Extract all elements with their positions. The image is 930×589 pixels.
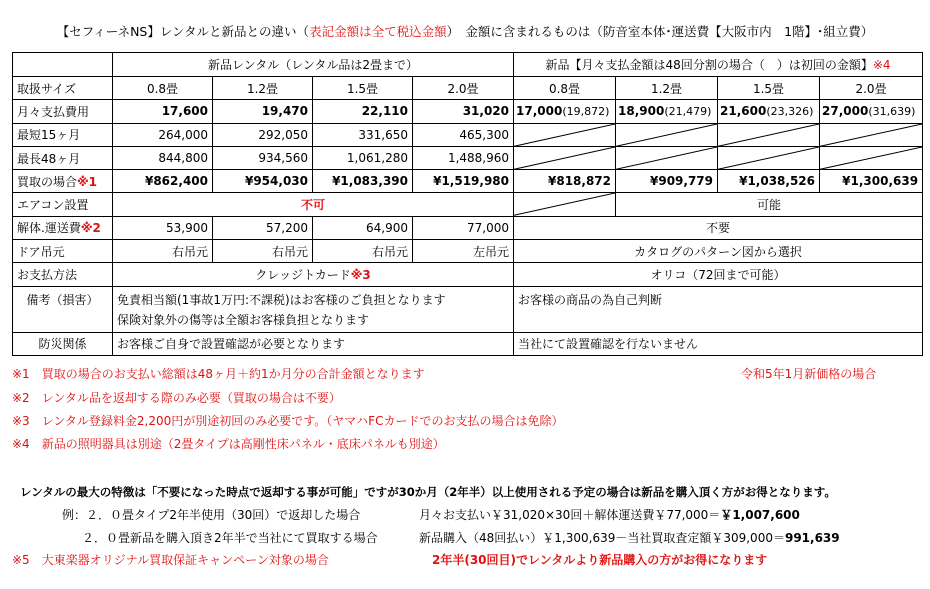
min15-cell: 331,650 (313, 123, 413, 146)
row-label: ドア吊元 (13, 240, 113, 263)
monthly-cell: 17,600 (113, 100, 213, 123)
disaster-new-cell: 当社にて設置確認を行ないません (514, 332, 923, 355)
aircon-new-cell: 可能 (616, 193, 923, 216)
na-cell (820, 123, 923, 146)
buyout-row (13, 170, 923, 193)
note-4: ※4 新品の照明器具は別途（2畳タイプは高剛性床パネル・底床パネルも別途） (12, 437, 445, 451)
disassembly-cell: 64,900 (313, 216, 413, 239)
row-label: 取扱サイズ (13, 77, 113, 100)
door-cell: 左吊元 (413, 240, 514, 263)
comparison-table (12, 52, 923, 356)
max48-cell: 844,800 (113, 146, 213, 169)
buyout-cell: ¥909,779 (616, 170, 718, 193)
disassembly-cell: 77,000 (413, 216, 514, 239)
rental-group-header: 新品レンタル（レンタル品は2畳まで） (113, 53, 514, 77)
row-label: 月々支払費用 (13, 100, 113, 123)
buyout-cell: ¥954,030 (213, 170, 313, 193)
door-cell: 右吊元 (213, 240, 313, 263)
row-label: 防災関係 (13, 332, 113, 355)
na-cell (616, 123, 718, 146)
aircon-row (13, 193, 923, 216)
na-cell (514, 146, 616, 169)
na-cell (820, 146, 923, 169)
door-cell: 右吊元 (113, 240, 213, 263)
row-label: エアコン設置 (13, 193, 113, 216)
min15-cell: 264,000 (113, 123, 213, 146)
min15-cell: 465,300 (413, 123, 514, 146)
na-cell (514, 123, 616, 146)
max48-cell: 1,488,960 (413, 146, 514, 169)
size-row (13, 77, 923, 100)
disassembly-row (13, 216, 923, 239)
min15-cell: 292,050 (213, 123, 313, 146)
summary-lead: レンタルの最大の特徴は「不要になった時点で返却する事が可能」ですが30か月（2年半）以上使用される予定の場合は新品を購入頂く方がお得となります。 (20, 485, 836, 499)
remarks-new-cell: お客様の商品の為自己判断 (514, 286, 923, 332)
example-2-calc: 新品購入（48回払い）￥1,300,639－当社買取査定額￥309,000＝991,639 (419, 531, 840, 545)
campaign-note: ※5 大東楽器オリジナル買取保証キャンペーン対象の場合 (12, 553, 329, 567)
monthly-cell: 18,900(21,479) (616, 100, 718, 123)
size-cell: 0.8畳 (514, 77, 616, 100)
disassembly-cell: 57,200 (213, 216, 313, 239)
page-title: 【セフィーネNS】レンタルと新品との違い（表記金額は全て税込金額） 金額に含まれるものは（防音室本体･運送費【大阪市内 1階】･組立費） (56, 24, 874, 39)
remarks-rental-cell: 免責相当額(1事故1万円:不課税)はお客様のご負担となります 保険対象外の傷等は全額お客様負担となります (113, 286, 514, 332)
buyout-cell: ¥862,400 (113, 170, 213, 193)
monthly-cell: 27,000(31,639) (820, 100, 923, 123)
door-cell: 右吊元 (313, 240, 413, 263)
row-label: 解体.運送費※2 (13, 216, 113, 239)
monthly-cell: 21,600(23,326) (718, 100, 820, 123)
row-label: 最短15ヶ月 (13, 123, 113, 146)
na-cell (718, 146, 820, 169)
na-cell (718, 123, 820, 146)
disaster-row (13, 332, 923, 355)
size-cell: 1.2畳 (213, 77, 313, 100)
remarks-row (13, 286, 923, 332)
example-2-label: ２．０畳新品を購入頂き2年半で当社にて買取する場合 (82, 531, 378, 545)
door-row (13, 240, 923, 263)
na-cell (514, 193, 616, 216)
buyout-cell: ¥1,519,980 (413, 170, 514, 193)
aircon-rental-cell: 不可 (113, 193, 514, 216)
size-cell: 0.8畳 (113, 77, 213, 100)
row-label: 備考（損害） (13, 286, 113, 332)
row-label: 最長48ヶ月 (13, 146, 113, 169)
buyout-cell: ¥1,300,639 (820, 170, 923, 193)
size-cell: 1.5畳 (718, 77, 820, 100)
group-header-row (13, 53, 923, 77)
corner-cell (13, 53, 113, 77)
new-group-header: 新品【月々支払金額は48回分割の場合（ ）は初回の金額】※4 (514, 53, 923, 77)
buyout-cell: ¥818,872 (514, 170, 616, 193)
payment-rental-cell: クレッジトカード※3 (113, 263, 514, 286)
monthly-cell: 22,110 (313, 100, 413, 123)
monthly-cell: 17,000(19,872) (514, 100, 616, 123)
size-cell: 2.0畳 (820, 77, 923, 100)
min15-row (13, 123, 923, 146)
door-new-cell: カタログのパターン図から選択 (514, 240, 923, 263)
example-1-label: 例：２．０畳タイプ2年半使用（30回）で返却した場合 (62, 508, 361, 522)
price-note: 令和5年1月新価格の場合 (741, 367, 877, 381)
example-1-calc: 月々お支払い￥31,020×30回＋解体運送費￥77,000＝￥1,007,600 (419, 508, 800, 522)
row-label: 買取の場合※1 (13, 170, 113, 193)
monthly-row (13, 100, 923, 123)
size-cell: 1.2畳 (616, 77, 718, 100)
disaster-rental-cell: お客様ご自身で設置確認が必要となります (113, 332, 514, 355)
monthly-cell: 31,020 (413, 100, 514, 123)
note-2: ※2 レンタル品を返却する際のみ必要（買取の場合は不要） (12, 391, 341, 405)
note-3: ※3 レンタル登録料金2,200円が別途初回のみ必要です。（ヤマハFCカードでのお支払の場合は免除） (12, 414, 564, 428)
monthly-cell: 19,470 (213, 100, 313, 123)
max48-cell: 1,061,280 (313, 146, 413, 169)
buyout-cell: ¥1,083,390 (313, 170, 413, 193)
payment-row (13, 263, 923, 286)
payment-new-cell: オリコ（72回まで可能） (514, 263, 923, 286)
size-cell: 2.0畳 (413, 77, 514, 100)
note-1: ※1 買取の場合のお支払い総額は48ヶ月＋約1か月分の合計金額となります (12, 367, 425, 381)
disassembly-new-cell: 不要 (514, 216, 923, 239)
max48-row (13, 146, 923, 169)
row-label: お支払方法 (13, 263, 113, 286)
size-cell: 1.5畳 (313, 77, 413, 100)
disassembly-cell: 53,900 (113, 216, 213, 239)
na-cell (616, 146, 718, 169)
buyout-cell: ¥1,038,526 (718, 170, 820, 193)
conclusion: 2年半(30回目)でレンタルより新品購入の方がお得になります (432, 553, 768, 567)
max48-cell: 934,560 (213, 146, 313, 169)
